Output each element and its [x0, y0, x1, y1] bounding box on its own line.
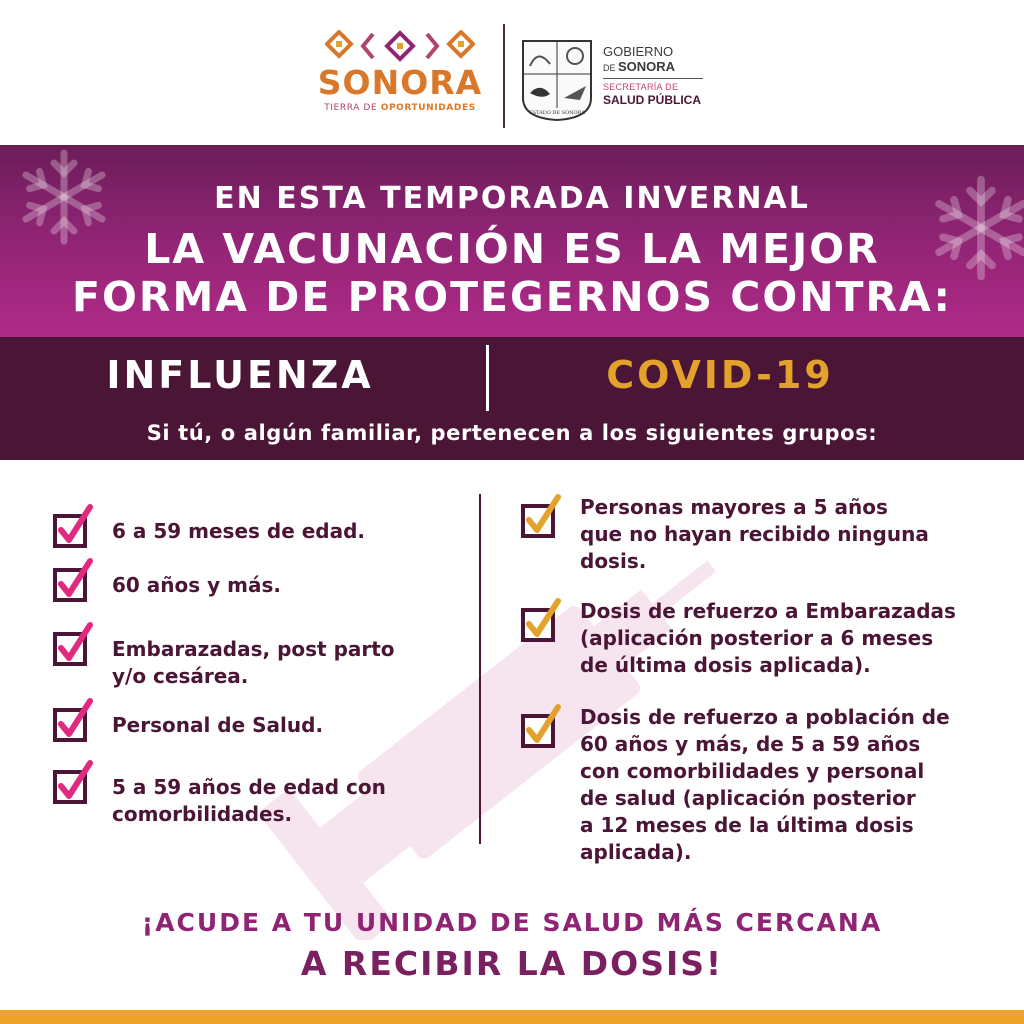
list-item-line: (aplicación posterior a 6 meses	[580, 626, 934, 650]
checkbox-check-icon	[52, 558, 96, 606]
de-prefix: DE	[603, 63, 619, 73]
list-item-line: Dosis de refuerzo a población de	[580, 705, 950, 729]
government-rule	[603, 78, 703, 79]
sonora-label: SONORA	[618, 59, 676, 74]
list-item-text	[112, 712, 323, 739]
sonora-logo	[300, 30, 500, 125]
banner-headline-1: LA VACUNACIÓN ES LA MEJOR	[144, 225, 880, 273]
column-divider	[479, 494, 481, 844]
footer-bar	[0, 1010, 1024, 1024]
covid-title: COVID-19	[606, 353, 834, 397]
list-item-text	[580, 494, 929, 575]
influenza-title: INFLUENZA	[106, 353, 374, 397]
cta-line-1: ¡ACUDE A TU UNIDAD DE SALUD MÁS CERCANA	[141, 908, 883, 937]
list-item-text	[112, 774, 386, 828]
header-divider	[503, 24, 505, 128]
list-item-line: a 12 meses de la última dosis	[580, 813, 914, 837]
list-item-line: 5 a 59 años de edad con	[112, 775, 386, 799]
list-item-line: de última dosis aplicada).	[580, 653, 871, 677]
list-item-line: Dosis de refuerzo a Embarazadas	[580, 599, 956, 623]
disease-divider	[486, 345, 489, 411]
secretaria-label: SECRETARÍA DE	[603, 82, 679, 92]
sonora-tagline-b: OPORTUNIDADES	[380, 103, 476, 113]
list-item-line: comorbilidades.	[112, 802, 293, 826]
list-item-line: 6 a 59 meses de edad.	[112, 519, 366, 543]
list-item-text	[112, 518, 365, 545]
header	[0, 0, 1024, 145]
groups-subtitle: Si tú, o algún familiar, pertenecen a los siguientes grupos:	[146, 421, 878, 445]
list-item-text	[580, 704, 950, 866]
list-item-text	[112, 636, 395, 690]
list-item-line: que no hayan recibido ninguna	[580, 522, 929, 546]
salud-publica-label: SALUD PÚBLICA	[603, 93, 701, 107]
checkbox-check-icon	[52, 760, 96, 808]
checkbox-check-icon	[520, 494, 564, 542]
sonora-ornament-icon	[325, 30, 475, 64]
list-item-line: aplicada).	[580, 840, 692, 864]
sonora-tagline-a: TIERRA DE	[324, 103, 381, 113]
list-item-line: Embarazadas, post parto	[112, 637, 395, 661]
list-item-text	[580, 598, 956, 679]
checkbox-check-icon	[52, 698, 96, 746]
list-item-line: Personal de Salud.	[112, 713, 324, 737]
checkbox-check-icon	[52, 622, 96, 670]
cta-line-2: A RECIBIR LA DOSIS!	[300, 944, 724, 983]
checkbox-check-icon	[520, 598, 564, 646]
gobierno-label: GOBIERNO	[603, 44, 674, 59]
disease-band	[0, 337, 1024, 460]
list-item-line: con comorbilidades y personal	[580, 759, 925, 783]
list-item-line: 60 años y más.	[112, 573, 281, 597]
sonora-tagline	[300, 102, 500, 114]
groups-section	[0, 460, 1024, 1010]
checkbox-check-icon	[52, 504, 96, 552]
sonora-wordmark: SONORA	[317, 63, 483, 102]
banner-headline-2: FORMA DE PROTEGERNOS CONTRA:	[72, 273, 952, 321]
list-item-line: de salud (aplicación posterior	[580, 786, 916, 810]
list-item-line: y/o cesárea.	[112, 664, 249, 688]
de-sonora-label	[603, 59, 723, 76]
government-logo	[603, 44, 723, 107]
banner-intro: EN ESTA TEMPORADA INVERNAL	[214, 181, 810, 216]
list-item-line: dosis.	[580, 549, 647, 573]
checkbox-check-icon	[520, 704, 564, 752]
coat-caption: ESTADO DE SONORA	[528, 110, 586, 116]
list-item-line: Personas mayores a 5 años	[580, 495, 888, 519]
headline-banner	[0, 145, 1024, 337]
list-item-text	[112, 572, 281, 599]
list-item-line: 60 años y más, de 5 a 59 años	[580, 732, 921, 756]
